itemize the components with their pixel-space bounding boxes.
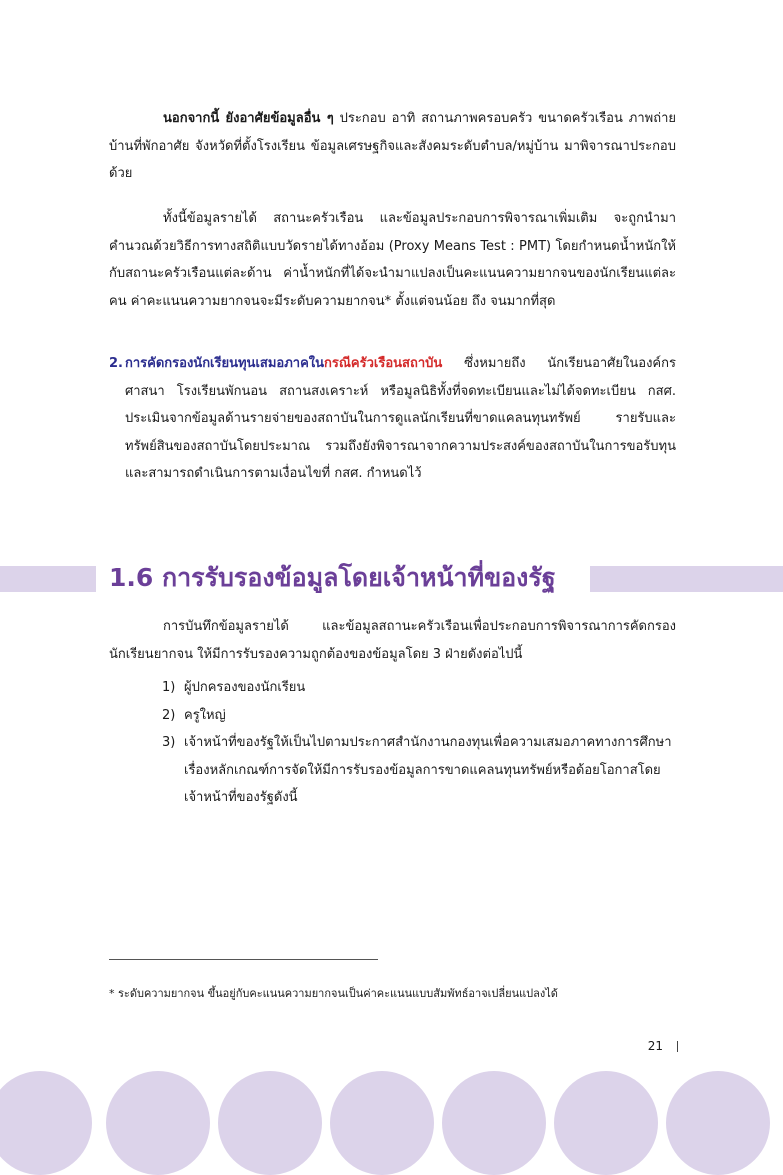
numbered-item-2 <box>109 350 676 488</box>
item-2-title-blue: การคัดกรองนักเรียนทุนเสมอภาคใน <box>125 356 324 371</box>
decorative-circle <box>666 1071 770 1175</box>
list-item-number: 1) <box>162 680 176 695</box>
section-paragraph <box>109 613 676 668</box>
page-number-text: 21 <box>647 1039 663 1053</box>
list-item <box>162 674 676 702</box>
heading-band-left <box>0 566 96 592</box>
item-2-number: 2. <box>109 356 123 371</box>
intro-paragraph-2-text: ทั้งนี้ข้อมูลรายได้ สถานะครัวเรือน และข้อมูลประกอบการพิจารณาเพิ่มเติม จะถูกนำมาคำนวณด้วยวิธีการทางสถิติแบบวัดรายได้ทางอ้อม (Proxy Means Test : PMT) โดยกำหนดน้ำหนักให้กับสถานะครัวเรือนแต่ละด้าน ค่าน้ำหนักที่ได้จะนำมาแปลงเป็นคะแนนความยากจนของนักเรียนแต่ละคน ค่าคะแนนความยากจนจะมีระดับความยากจน* ตั้งแต่จนน้อย ถึง จนมากที่สุด <box>109 211 676 309</box>
decorative-circle <box>106 1071 210 1175</box>
list-item <box>162 702 676 730</box>
list-item-number: 3) <box>162 735 176 750</box>
list-item-number: 2) <box>162 707 176 723</box>
item-2-title-red: กรณีครัวเรือนสถาบัน <box>324 356 443 371</box>
footnote: * ระดับความยากจน ขึ้นอยู่กับคะแนนความยากจนเป็นค่าคะแนนแบบสัมพัทธ์อาจเปลี่ยนแปลงได้ <box>109 987 558 1000</box>
footnote-divider <box>109 959 378 960</box>
list-item <box>162 729 676 812</box>
decorative-circle <box>554 1071 658 1175</box>
item-2-text: ซึ่งหมายถึง นักเรียนอาศัยในองค์กรศาสนา โรงเรียนพักนอน สถานสงเคราะห์ หรือมูลนิธิทั้งที่จดทะเบียนและไม่ได้จดทะเบียน กสศ. ประเมินจากข้อมูลด้านรายจ่ายของสถาบันในการดูแลนักเรียนที่ขาดแคลนทุนทรัพย์ รายรับและทรัพย์สินของสถาบันโดยประมาณ รวมถึงยังพิจารณาจากความประสงค์ของสถาบันในการขอรับทุน และสามารถดำเนินการตามเงื่อนไขที่ กสศ. กำหนดไว้ <box>125 356 676 481</box>
item-2-body <box>125 350 676 488</box>
page-number <box>600 1036 678 1056</box>
list-item-text: ครูใหญ่ <box>184 707 226 723</box>
section-heading: 1.6 การรับรองข้อมูลโดยเจ้าหน้าที่ของรัฐ <box>109 563 556 592</box>
intro-paragraph-1-lead: นอกจากนี้ ยังอาศัยข้อมูลอื่น ๆ <box>163 111 334 126</box>
decorative-circle <box>330 1071 434 1175</box>
heading-band-right <box>590 566 783 592</box>
decorative-circle <box>442 1071 546 1175</box>
list-item-text: ผู้ปกครองของนักเรียน <box>184 680 306 695</box>
decorative-circle <box>0 1071 92 1175</box>
verification-list <box>162 674 676 812</box>
intro-paragraph-1 <box>109 105 676 188</box>
list-item-text: เจ้าหน้าที่ของรัฐให้เป็นไปตามประกาศสำนักงานกองทุนเพื่อความเสมอภาคทางการศึกษา เรื่องหลักเกณฑ์การจัดให้มีการรับรองข้อมูลการขาดแคลนทุนทรัพย์หรือด้อยโอกาสโดยเจ้าหน้าที่ของรัฐดังนี้ <box>184 735 672 805</box>
page-number-separator <box>677 1041 678 1052</box>
intro-paragraph-1-text: ประกอบ อาทิ สถานภาพครอบครัว ขนาดครัวเรือน ภาพถ่ายบ้านที่พักอาศัย จังหวัดที่ตั้งโรงเรียน ข้อมูลเศรษฐกิจและสังคมระดับตำบล/หมู่บ้าน มาพิจารณาประกอบด้วย <box>109 111 677 181</box>
decorative-circle <box>218 1071 322 1175</box>
intro-paragraph-2 <box>109 205 676 315</box>
section-paragraph-text: การบันทึกข้อมูลรายได้ และข้อมูลสถานะครัวเรือนเพื่อประกอบการพิจารณาการคัดกรองนักเรียนยากจน ให้มีการรับรองความถูกต้องของข้อมูลโดย 3 ฝ่ายดังต่อไปนี้ <box>109 619 676 662</box>
